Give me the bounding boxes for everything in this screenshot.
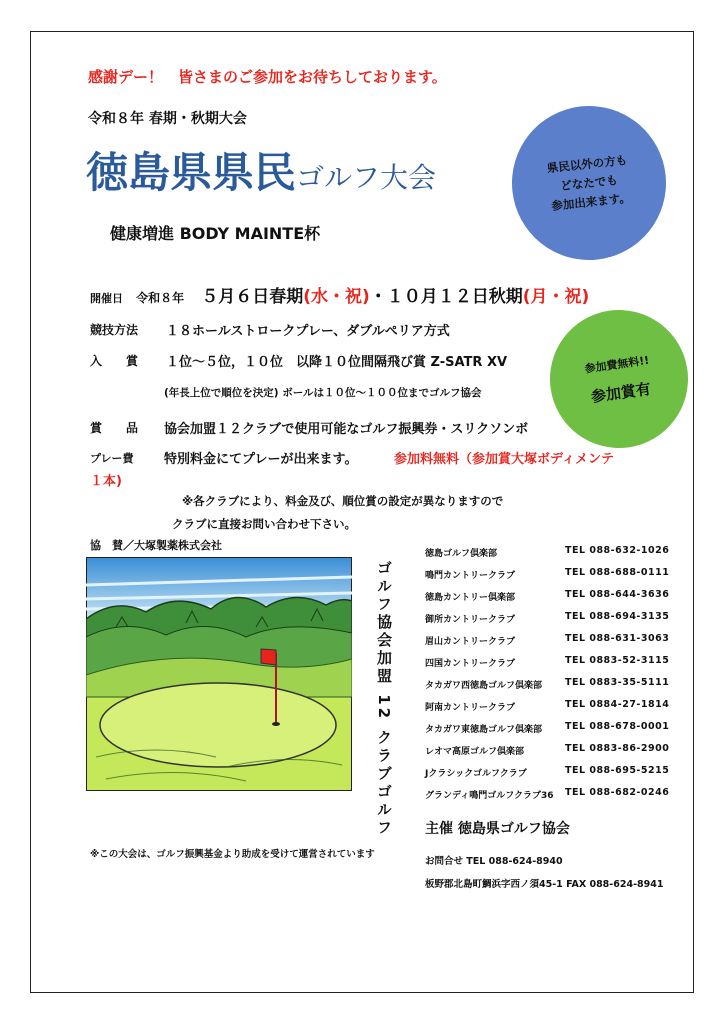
date-spring-day: (水・祝) [303,287,370,307]
date-label: 開催日 [90,292,123,305]
date-era: 令和８年 [136,291,185,305]
season-line: 令和８年 春期・秋期大会 [88,111,247,127]
club-name: タカガワ西徳島ゴルフ倶楽部 [425,681,543,691]
note-line1: ※各クラブにより、料金及び、順位賞の設定が異なりますので [182,494,504,508]
badge-blue-line1: 県民以外の方も [546,152,628,175]
date-spring: ５月６日春期 [201,287,304,307]
badge-green-line2: 参加賞有 [589,379,652,406]
award-value: 協会加盟１２クラブで使用可能なゴルフ振興券・スリクソンボ [164,422,529,437]
fee-free-cont: １本) [90,474,122,489]
fee-value: 特別料金にてプレーが出来ます。 [164,452,358,467]
sponsor: 協 賛／大塚製薬株式会社 [90,539,222,552]
club-name: 鳴門カントリークラブ [425,571,516,581]
badge-blue-line2: どなたでも [559,172,619,193]
title-sub: ゴルフ大会 [296,161,437,194]
club-tel: TEL 088-632-1026 [565,545,670,556]
club-name: タカガワ東徳島ゴルフ倶楽部 [425,725,543,735]
club-tel: TEL 088-678-0001 [565,721,670,732]
fee-label: プレー費 [90,452,134,465]
club-name: Jクラシックゴルフクラブ [425,769,527,779]
prize-label: 入 賞 [90,354,139,368]
award-label: 賞 品 [90,421,139,435]
method-label: 競技方法 [90,323,139,337]
date-row [90,282,589,307]
club-name: レオマ高原ゴルフ倶楽部 [425,747,525,757]
fee-free: 参加料無料（参加賞大塚ボディメンテ [394,452,614,467]
club-tel: TEL 0883-52-3115 [565,655,670,666]
club-name: グランディ鳴門ゴルフクラブ36 [425,791,554,801]
fund-note: ※この大会は、ゴルフ振興基金より助成を受けて運営されています [90,849,375,860]
club-tel: TEL 088-688-0111 [565,567,670,578]
club-name: 徳島カントリー倶楽部 [425,593,516,603]
golf-course-illustration [86,557,352,791]
cup-name: 健康増進 BODY MAINTE杯 [110,224,321,243]
title-main: 徳島県県民 [86,148,297,197]
prize-note: (年長上位で順位を決定) ボールは１０位～１００位までゴルフ協会 [164,387,482,399]
note-line2: クラブに直接お問い合わせ下さい。 [172,517,356,531]
club-tel: TEL 088-644-3636 [565,589,670,600]
club-tel: TEL 088-631-3063 [565,633,670,644]
club-tel: TEL 088-694-3135 [565,611,670,622]
club-tel: TEL 0884-27-1814 [565,699,670,710]
club-name: 阿南カントリークラブ [425,703,516,713]
organizer: 主催 徳島県ゴルフ協会 [425,821,570,837]
badge-green-line1: 参加費無料!! [583,353,651,376]
badge-blue-line3: 参加出来ます。 [550,190,632,213]
inquiry: お問合せ TEL 088-624-8940 [425,856,563,867]
date-separator: ・ [369,287,387,307]
date-autumn-day: (月・祝) [522,287,590,307]
date-autumn: １０月１２日秋期 [386,287,523,307]
event-title [86,140,436,200]
address: 板野郡北島町鯛浜字西ノ須45-1 FAX 088-624-8941 [425,879,664,890]
vertical-club-caption: ゴルフ協会加盟 12 クラブゴルフ [375,560,393,838]
method-value: １８ホールストロークプレー、ダブルペリア方式 [166,324,450,339]
club-tel: TEL 088-682-0246 [565,787,670,798]
club-tel: TEL 088-695-5215 [565,765,670,776]
club-tel: TEL 0883-86-2900 [565,743,670,754]
club-name: 四国カントリークラブ [425,659,516,669]
club-name: 御所カントリークラブ [425,615,516,625]
prize-value: １位～５位，１０位 以降１０位間隔飛び賞 Z-SATR XV [166,355,508,370]
thanks-line: 感謝デー！ 皆さまのご参加をお待ちしております。 [88,68,447,86]
club-tel: TEL 0883-35-5111 [565,677,670,688]
club-name: 徳島ゴルフ倶楽部 [425,549,498,559]
club-name: 眉山カントリークラブ [425,637,516,647]
